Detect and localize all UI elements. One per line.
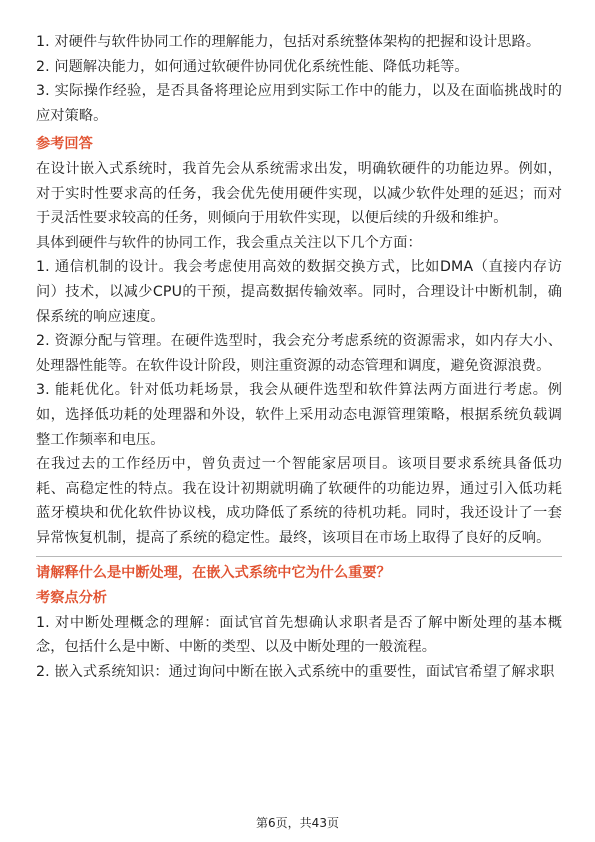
answer-paragraph: 在我过去的工作经历中，曾负责过一个智能家居项目。该项目要求系统具备低功耗、高稳定性的特点。我在设计初期就明确了软硬件的功能边界，通过引入低功耗蓝牙模块和优化软件协议栈，成功降低了系统的待机功耗。同时，我还设计了一套异常恢复机制，提高了系统的稳定性。最终，该项目在市场上取得了良好的反响。: [36, 456, 562, 546]
page-footer: 第6页，共43页: [256, 816, 339, 830]
eval-point-1: 1. 对硬件与软件协同工作的理解能力，包括对系统整体架构的把握和设计思路。: [36, 34, 541, 50]
answer-paragraph: 3. 能耗优化。针对低功耗场景，我会从硬件选型和软件算法两方面进行考虑。例如，选择低功耗的处理器和外设，软件上采用动态电源管理策略，根据系统负载调整工作频率和电压。: [36, 382, 562, 448]
section-divider: [36, 556, 562, 557]
eval-point-2: 2. 问题解决能力，如何通过软硬件协同优化系统性能、降低功耗等。: [36, 58, 469, 75]
analysis-heading: 考察点分析: [36, 590, 107, 607]
answer-paragraph: 具体到硬件与软件的协同工作，我会重点关注以下几个方面：: [36, 234, 422, 251]
answer-paragraph: 在设计嵌入式系统时，我首先会从系统需求出发，明确软硬件的功能边界。例如，对于实时性要求高的任务，我会优先使用硬件实现，以减少软件处理的延迟；而对于灵活性要求较高的任务，则倾向于用软件实现，以便后续的升级和维护。: [36, 160, 562, 227]
answer-paragraph: 2. 资源分配与管理。在硬件选型时，我会充分考虑系统的资源需求，如内存大小、处理器性能等。在软件设计阶段，则注重资源的动态管理和调度，避免资源浪费。: [36, 333, 562, 374]
question-heading: 请解释什么是中断处理，在嵌入式系统中它为什么重要？: [36, 565, 391, 582]
answer-paragraph: 1. 通信机制的设计。我会考虑使用高效的数据交换方式，比如DMA（直接内存访问）技术，以减少CPU的干预，提高数据传输效率。同时，合理设计中断机制，确保系统的响应速度。: [36, 259, 562, 325]
analysis-point: 2. 嵌入式系统知识：通过询问中断在嵌入式系统中的重要性，面试官希望了解求职: [36, 663, 555, 680]
page-content: [36, 30, 562, 684]
analysis-point: 1. 对中断处理概念的理解：面试官首先想确认求职者是否了解中断处理的基本概念，包括什么是中断、中断的类型、以及中断处理的一般流程。: [36, 614, 562, 656]
eval-point-3: 3. 实际操作经验，是否具备将理论应用到实际工作中的能力，以及在面临挑战时的应对策略。: [36, 83, 562, 124]
reference-answer-heading: 参考回答: [36, 136, 93, 153]
